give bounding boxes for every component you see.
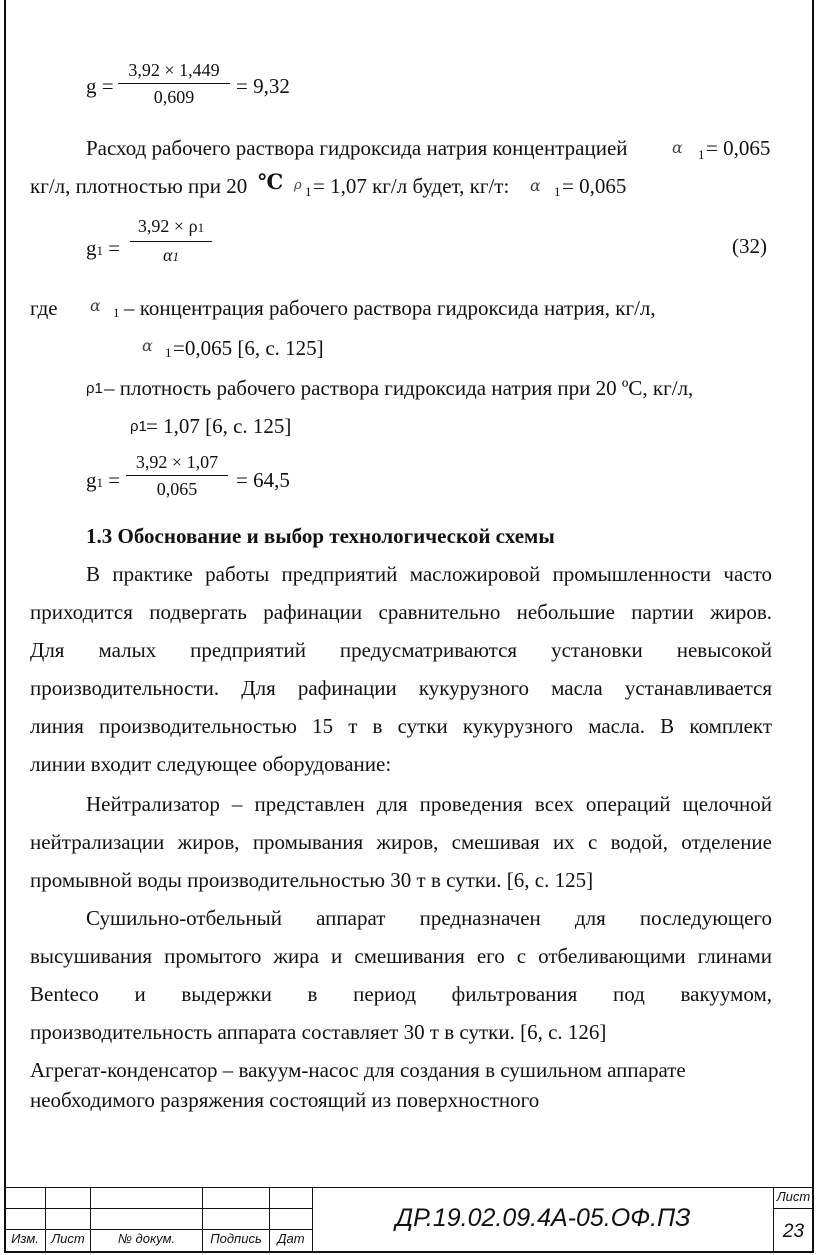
body-line: производительности. Для рафинации кукурузного масла устанавливается: [30, 676, 772, 700]
formula-g1-lhs: g1 =: [86, 236, 121, 260]
body-line: производительность аппарата составляет 30 т в сутки. [6, с. 126]: [30, 1020, 607, 1044]
celsius-symbol: ℃: [258, 170, 284, 194]
body-line: необходимого разряжения состоящий из поверхностного: [30, 1088, 540, 1112]
body-line: В практике работы предприятий масложировой промышленности часто: [86, 562, 772, 586]
para1-line1: Расход рабочего раствора гидроксида натрия концентрацией: [86, 136, 628, 160]
title-cell: [90, 1208, 203, 1230]
body-line: Bentеco и выдержки в период фильтрования под вакуумом,: [30, 982, 772, 1006]
formula-g-numerator: 3,92 × 1,449: [128, 60, 220, 80]
fraction-bar: [130, 241, 212, 242]
title-cell: [90, 1187, 203, 1209]
fraction-bar: [118, 83, 230, 84]
document-code: ДР.19.02.09.4А-05.ОФ.ПЗ: [312, 1187, 774, 1253]
formula-g1-calc-denominator: 0,065: [156, 479, 198, 499]
subscript: 1: [698, 147, 705, 162]
para1-line2-value2: = 0,065: [562, 174, 627, 198]
formula-g1-calc-result: = 64,5: [236, 468, 290, 492]
where-label: где: [30, 296, 58, 320]
title-block: [4, 1187, 814, 1253]
body-line: промывной воды производительностью 30 т в сутки. [6, с. 125]: [30, 868, 594, 892]
title-cell: [4, 1187, 46, 1209]
formula-g-denominator: 0,609: [153, 87, 195, 107]
sheet-number: 23: [773, 1208, 814, 1253]
section-heading: 1.3 Обоснование и выбор технологической схемы: [86, 524, 555, 548]
title-cell: [202, 1187, 270, 1209]
formula-g1-denominator: α1: [163, 245, 179, 265]
fraction-bar: [126, 475, 228, 476]
rho-symbol: ρ1: [130, 418, 147, 435]
para1-line1-value: = 0,065: [706, 136, 771, 160]
subscript: 1: [165, 345, 172, 360]
formula-g-fraction: [118, 60, 230, 107]
alpha-symbol: α: [142, 336, 153, 355]
izm-label: Изм.: [4, 1229, 46, 1253]
body-line: приходится подвергать рафинации сравнительно небольшие партии жиров.: [30, 600, 772, 624]
date-label: Дат: [269, 1229, 313, 1253]
subscript: 1: [113, 305, 120, 320]
formula-g1-numerator: 3,92 × ρ1: [137, 216, 205, 236]
title-cell: [45, 1187, 91, 1209]
doc-number-label: № докум.: [90, 1229, 203, 1253]
title-cell: [269, 1208, 313, 1230]
rho-description: – плотность рабочего раствора гидроксида натрия при 20 ºС, кг/л,: [104, 376, 694, 400]
para1-line2-value: = 1,07 кг/л будет, кг/т:: [313, 174, 510, 198]
formula-g1-calc-lhs: g1 =: [86, 468, 121, 492]
formula-g1-calc-fraction: [126, 452, 228, 499]
alpha-value: =0,065 [6, с. 125]: [173, 336, 324, 360]
list-label: Лист: [45, 1229, 91, 1253]
formula-g1-calc-numerator: 3,92 × 1,07: [135, 452, 219, 472]
title-cell: [202, 1208, 270, 1230]
rho-symbol: ρ1: [86, 380, 103, 397]
rho-value: = 1,07 [6, с. 125]: [146, 414, 292, 438]
body-line: Для малых предприятий предусматриваются установки невысокой: [30, 638, 772, 662]
para1-line2: кг/л, плотностью при 20: [30, 174, 248, 198]
body-line: высушивания промытого жира и смешивания его с отбеливающими глинами: [30, 944, 772, 968]
title-cell: [45, 1208, 91, 1230]
sheet-label: Лист: [773, 1187, 814, 1209]
body-line: линия производительностью 15 т в сутки кукурузного масла. В комплект: [30, 714, 772, 738]
equation-number: (32): [732, 234, 767, 258]
formula-g-result: = 9,32: [236, 74, 290, 98]
rho-symbol: ρ: [294, 178, 302, 193]
title-cell: [269, 1187, 313, 1209]
title-cell: [4, 1208, 46, 1230]
subscript: 1: [305, 184, 312, 199]
body-line: Агрегат-конденсатор – вакуум-насос для создания в сушильном аппарате: [30, 1058, 686, 1082]
alpha-symbol: α: [672, 138, 683, 157]
body-line: Нейтрализатор – представлен для проведения всех операций щелочной: [86, 792, 772, 816]
body-line: Сушильно-отбельный аппарат предназначен для последующего: [86, 906, 772, 930]
body-line: линии входит следующее оборудование:: [30, 752, 392, 776]
signature-label: Подпись: [202, 1229, 270, 1253]
body-line: нейтрализации жиров, промывания жиров, смешивая их с водой, отделение: [30, 830, 772, 854]
alpha-description: – концентрация рабочего раствора гидроксида натрия, кг/л,: [124, 296, 656, 320]
alpha-symbol: α: [90, 296, 101, 315]
formula-g-lhs: g =: [86, 74, 114, 98]
subscript: 1: [554, 184, 561, 199]
formula-g1-fraction: [130, 216, 212, 267]
alpha-symbol: α: [530, 176, 541, 195]
